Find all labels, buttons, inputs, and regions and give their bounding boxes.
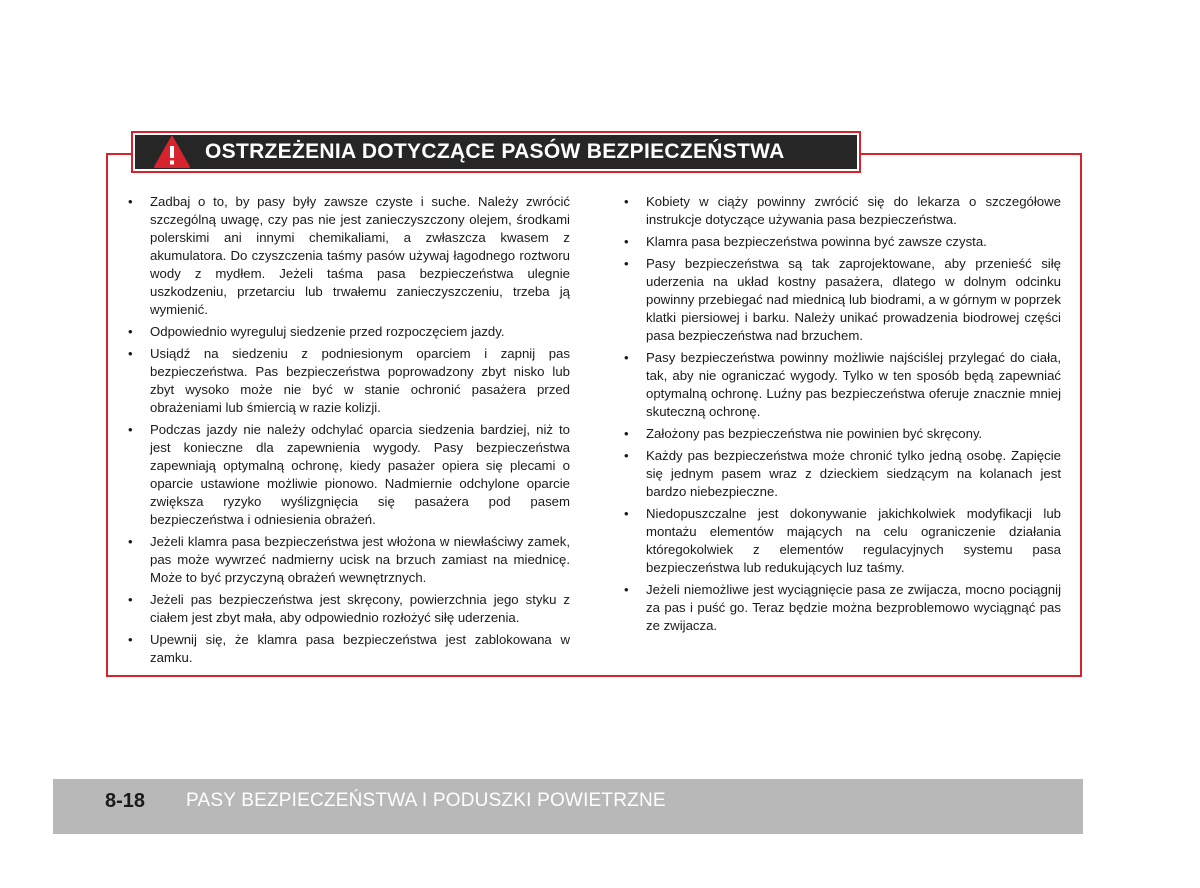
footer-bar <box>53 779 1083 834</box>
bullet-icon: • <box>624 350 629 365</box>
warning-item-text: Jeżeli klamra pasa bezpieczeństwa jest włożona w niewłaściwy zamek, pas może wywrzeć nadmierny ucisk na brzuch zamiast na miednicę. Może to być przyczyną obrażeń wewnętrznych. <box>150 534 570 585</box>
right-column <box>608 193 1061 639</box>
warning-list-item <box>608 193 1061 229</box>
chapter-title: PASY BEZPIECZEŃSTWA I PODUSZKI POWIETRZNE <box>186 790 666 811</box>
warning-list-item <box>112 533 570 587</box>
warning-header-title: OSTRZEŻENIA DOTYCZĄCE PASÓW BEZPIECZEŃSTWA <box>205 140 785 163</box>
bullet-icon: • <box>128 194 133 209</box>
warning-list-item <box>608 425 1061 443</box>
page-number: 8-18 <box>105 790 146 812</box>
warning-item-text: Każdy pas bezpieczeństwa może chronić tylko jedną osobę. Zapięcie się jednym pasem wraz z dzieckiem siedzącym na kolanach jest bardzo niebezpieczne. <box>646 448 1061 499</box>
warning-item-text: Jeżeli niemożliwe jest wyciągnięcie pasa ze zwijacza, mocno pociągnij za pas i puść go. Teraz będzie można bezproblemowo wyciągnąć pas ze zwijacza. <box>646 582 1061 633</box>
warning-item-text: Usiądź na siedzeniu z podniesionym oparciem i zapnij pas bezpieczeństwa. Pas bezpieczeństwa poprowadzony zbyt nisko lub zbyt wysoko może nie być w stanie ochronić pasażera przed obrażeniami lub śmiercią w razie kolizji. <box>150 346 570 415</box>
bullet-icon: • <box>128 534 133 549</box>
warning-list-item <box>608 447 1061 501</box>
warning-list-item <box>112 421 570 529</box>
warning-header-inner <box>135 135 857 169</box>
bullet-icon: • <box>624 194 629 209</box>
bullet-icon: • <box>128 592 133 607</box>
warning-list-item <box>112 323 570 341</box>
warning-item-text: Kobiety w ciąży powinny zwrócić się do lekarza o szczegółowe instrukcje dotyczące używania pasa bezpieczeństwa. <box>646 194 1061 227</box>
warning-list-item <box>608 581 1061 635</box>
bullet-icon: • <box>128 422 133 437</box>
bullet-icon: • <box>624 506 629 521</box>
warning-list-item <box>608 233 1061 251</box>
right-warning-list <box>608 193 1061 635</box>
bullet-icon: • <box>624 426 629 441</box>
left-warning-list <box>112 193 570 667</box>
bullet-icon: • <box>128 324 133 339</box>
warning-item-text: Odpowiednio wyreguluj siedzenie przed rozpoczęciem jazdy. <box>150 324 505 339</box>
warning-list-item <box>112 345 570 417</box>
warning-item-text: Pasy bezpieczeństwa są tak zaprojektowane, aby przenieść siłę uderzenia na układ kostny pasażera, dlatego w dolnym odcinku powinny przebiegać nad miednicą lub biodrami, a w górnym w poprzek klatki piersiowej i barku. Należy unikać prowadzenia biodrowej części pasa bezpieczeństwa nad brzuchem. <box>646 256 1061 343</box>
left-column <box>112 193 570 671</box>
warning-item-text: Klamra pasa bezpieczeństwa powinna być zawsze czysta. <box>646 234 987 249</box>
bullet-icon: • <box>624 448 629 463</box>
warning-list-item <box>112 631 570 667</box>
warning-item-text: Podczas jazdy nie należy odchylać oparcia siedzenia bardziej, niż to jest konieczne dla zapewnienia wygody. Pasy bezpieczeństwa zapewniają optymalną ochronę, kiedy pasażer opiera się plecami o oparcie ustawione możliwie pionowo. Nadmiernie odchylone oparcie zwiększa ryzyko wyślizgnięcia się pasażera pod pasem bezpieczeństwa i odniesienia obrażeń. <box>150 422 570 527</box>
bullet-icon: • <box>624 234 629 249</box>
warning-list-item <box>112 591 570 627</box>
warning-list-item <box>608 255 1061 345</box>
warning-item-text: Upewnij się, że klamra pasa bezpieczeństwa jest zablokowana w zamku. <box>150 632 570 665</box>
bullet-icon: • <box>624 256 629 271</box>
warning-triangle-icon <box>153 135 191 169</box>
warning-item-text: Pasy bezpieczeństwa powinny możliwie najściślej przylegać do ciała, tak, aby nie ograniczać wygody. Tylko w ten sposób będą zapewniać optymalną ochronę. Luźny pas bezpieczeństwa oferuje znacznie mniej skuteczną ochronę. <box>646 350 1061 419</box>
warning-header-banner <box>131 131 861 173</box>
bullet-icon: • <box>128 346 133 361</box>
bullet-icon: • <box>624 582 629 597</box>
warning-list-item <box>112 193 570 319</box>
warning-item-text: Jeżeli pas bezpieczeństwa jest skręcony, powierzchnia jego styku z ciałem jest zbyt mała, aby odpowiednio rozłożyć siłę uderzenia. <box>150 592 570 625</box>
warning-list-item <box>608 349 1061 421</box>
warning-list-item <box>608 505 1061 577</box>
warning-item-text: Założony pas bezpieczeństwa nie powinien być skręcony. <box>646 426 983 441</box>
warning-item-text: Zadbaj o to, by pasy były zawsze czyste i suche. Należy zwrócić szczególną uwagę, czy pas nie jest zanieczyszczony olejem, środkami polerskimi ani innymi chemikaliami, a zwłaszcza kwasem z akumulatora. Do czyszczenia taśmy pasów używaj łagodnego roztworu wody z mydłem. Jeżeli taśma pasa bezpieczeństwa ulegnie uszkodzeniu, przetarciu lub trwałemu zanieczyszczeniu, trzeba ją wymienić. <box>150 194 570 317</box>
warning-item-text: Niedopuszczalne jest dokonywanie jakichkolwiek modyfikacji lub montażu elementów mających na celu ograniczenie działania któregokolwiek z elementów regulacyjnych systemu pasa bezpieczeństwa lub redukujących luz taśmy. <box>646 506 1061 575</box>
bullet-icon: • <box>128 632 133 647</box>
